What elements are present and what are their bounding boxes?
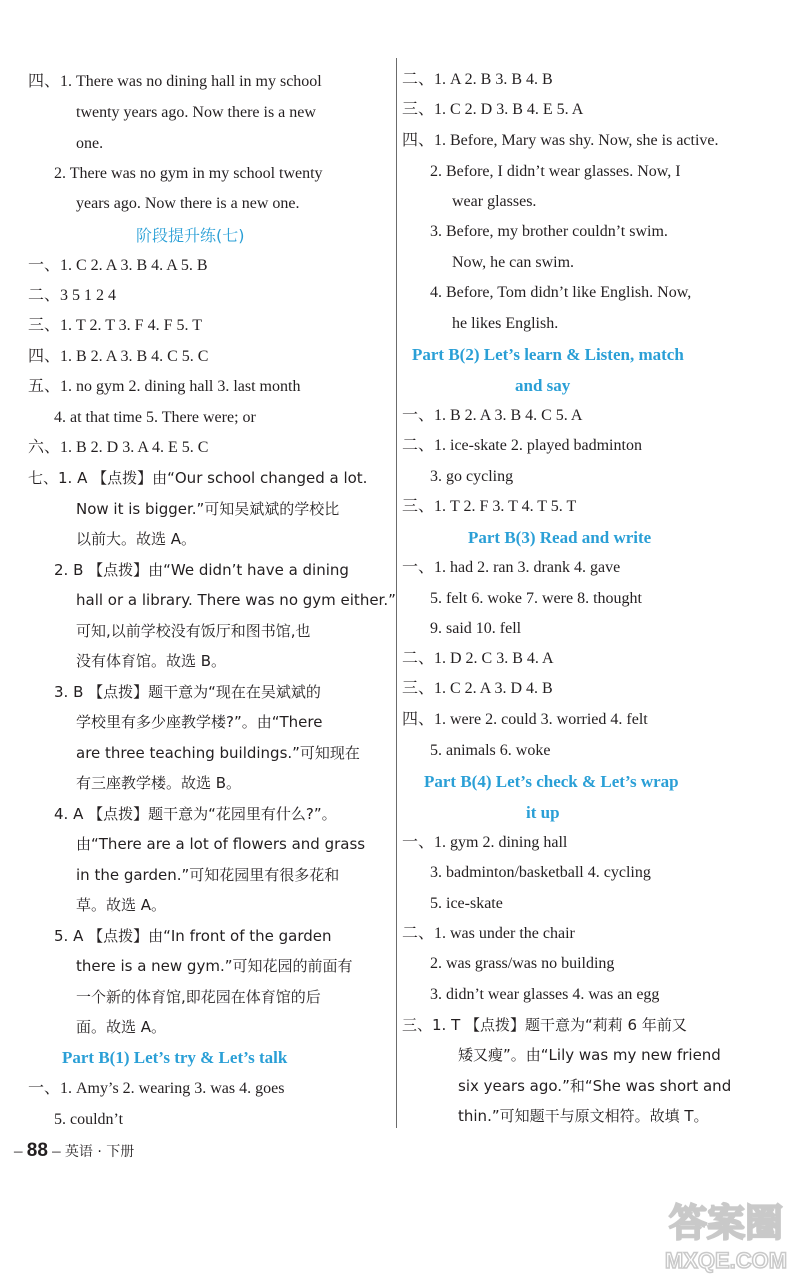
- part-b3-row1: 一、1. had 2. ran 3. drank 4. gave: [402, 559, 621, 576]
- part-b2-row1: 一、1. B 2. A 3. B 4. C 5. A: [402, 407, 583, 424]
- top-row-3-line2: 2. Before, I didn’t wear glasses. Now, I: [430, 163, 681, 180]
- q7-item4-line4: 草。故选 A。: [76, 896, 167, 914]
- q7-item5-line2: there is a new gym.”可知花园的前面有: [76, 957, 353, 975]
- q7-item4-line1: 4. A 【点拨】题干意为“花园里有什么?”。: [54, 805, 337, 823]
- watermark-logo: [656, 1190, 796, 1275]
- stage-row-6: 六、1. B 2. D 3. A 4. E 5. C: [28, 439, 209, 456]
- q7-item5-line1: 5. A 【点拨】由“In front of the garden: [54, 927, 332, 945]
- q7-item5-line4: 面。故选 A。: [76, 1018, 167, 1036]
- part-b3-row6: 四、1. were 2. could 3. worried 4. felt: [402, 711, 648, 728]
- stage-row-4: 四、1. B 2. A 3. B 4. C 5. C: [28, 348, 209, 365]
- part-b4-row3: 5. ice-skate: [430, 895, 503, 912]
- q4-item1-line2: twenty years ago. Now there is a new: [76, 104, 316, 121]
- stage-row-1: 一、1. C 2. A 3. B 4. A 5. B: [28, 257, 208, 274]
- q7-item2-line4: 没有体育馆。故选 B。: [76, 652, 227, 670]
- q7-item3-line1: 3. B 【点拨】题干意为“现在在吴斌斌的: [54, 683, 321, 701]
- q7-item3-line3: are three teaching buildings.”可知现在: [76, 744, 360, 762]
- top-row-3-line6: 4. Before, Tom didn’t like English. Now,: [430, 284, 692, 301]
- part-b4-title-line2: it up: [526, 803, 560, 822]
- q7-item2-line1: 2. B 【点拨】由“We didn’t have a dining: [54, 561, 349, 579]
- top-row-3-line7: he likes English.: [452, 315, 559, 332]
- part-b2-title-line1: Part B(2) Let’s learn & Listen, match: [412, 345, 684, 364]
- stage-row-5-line2: 4. at that time 5. There were; or: [54, 409, 256, 426]
- page-footer: [14, 1140, 134, 1162]
- q4-item2-line2: years ago. Now there is a new one.: [76, 195, 300, 212]
- part-b4-row1: 一、1. gym 2. dining hall: [402, 834, 568, 851]
- part-b2-title-line2: and say: [515, 376, 571, 395]
- footer-subject: 英语 · 下册: [64, 1144, 135, 1160]
- top-row-3-line1: 四、1. Before, Mary was shy. Now, she is active.: [402, 132, 719, 149]
- q7-item4-line2: 由“There are a lot of flowers and grass: [76, 835, 366, 853]
- svg-text:答案圈: 答案圈: [668, 1201, 784, 1245]
- part-b1-title: Part B(1) Let’s try & Let’s talk: [62, 1048, 288, 1067]
- part-b3-row5: 三、1. C 2. A 3. D 4. B: [402, 680, 553, 697]
- top-row-1: 二、1. A 2. B 3. B 4. B: [402, 71, 553, 88]
- page-number: 88: [26, 1140, 48, 1161]
- q7-item1-line3: 以前大。故选 A。: [76, 530, 197, 548]
- part-b4-row7-line3: six years ago.”和“She was short and: [458, 1077, 732, 1095]
- q7-item1-line2: Now it is bigger.”可知吴斌斌的学校比: [76, 500, 340, 518]
- part-b2-row4: 三、1. T 2. F 3. T 4. T 5. T: [402, 498, 577, 515]
- stage-practice-title: 阶段提升练(七): [136, 226, 245, 245]
- top-row-3-line4: 3. Before, my brother couldn’t swim.: [430, 223, 668, 240]
- stage-row-2: 二、3 5 1 2 4: [28, 287, 117, 304]
- q7-item3-line2: 学校里有多少座教学楼?”。由“There: [76, 713, 323, 731]
- part-b4-row5: 2. was grass/was no building: [430, 955, 615, 972]
- column-divider: [396, 58, 397, 1128]
- part-b4-row7-line1: 三、1. T 【点拨】题干意为“莉莉 6 年前又: [402, 1016, 687, 1034]
- part-b3-row7: 5. animals 6. woke: [430, 742, 551, 759]
- q7-item1-line1: 七、1. A 【点拨】由“Our school changed a lot.: [28, 469, 368, 487]
- q4-item1-line1: 四、1. There was no dining hall in my school: [28, 73, 322, 90]
- part-b4-row4: 二、1. was under the chair: [402, 925, 575, 942]
- part-b3-title: Part B(3) Read and write: [468, 528, 652, 547]
- top-row-3-line3: wear glasses.: [452, 193, 537, 210]
- part-b3-row4: 二、1. D 2. C 3. B 4. A: [402, 650, 554, 667]
- footer-dash-right: –: [52, 1141, 61, 1160]
- q7-item2-line2: hall or a library. There was no gym either.”: [76, 591, 396, 609]
- stage-row-5-line1: 五、1. no gym 2. dining hall 3. last month: [28, 378, 301, 395]
- top-row-2: 三、1. C 2. D 3. B 4. E 5. A: [402, 101, 584, 118]
- q7-item2-line3: 可知,以前学校没有饭厅和图书馆,也: [76, 622, 311, 640]
- q7-item3-line4: 有三座教学楼。故选 B。: [76, 774, 242, 792]
- q7-item5-line3: 一个新的体育馆,即花园在体育馆的后: [76, 988, 321, 1006]
- q7-item4-line3: in the garden.”可知花园里有很多花和: [76, 866, 340, 884]
- part-b2-row3: 3. go cycling: [430, 468, 514, 485]
- part-b4-row7-line4: thin.”可知题干与原文相符。故填 T。: [458, 1107, 709, 1125]
- part-b4-row7-line2: 矮又瘦”。由“Lily was my new friend: [458, 1046, 721, 1064]
- footer-dash-left: –: [14, 1141, 23, 1160]
- part-b2-row2: 二、1. ice-skate 2. played badminton: [402, 437, 642, 454]
- part-b4-row2: 3. badminton/basketball 4. cycling: [430, 864, 651, 881]
- part-b1-row2: 5. couldn’t: [54, 1111, 124, 1128]
- part-b4-row6: 3. didn’t wear glasses 4. was an egg: [430, 986, 660, 1003]
- q4-item1-line3: one.: [76, 135, 104, 152]
- svg-text:MXQE.COM: MXQE.COM: [664, 1248, 788, 1273]
- part-b4-title-line1: Part B(4) Let’s check & Let’s wrap: [424, 772, 679, 791]
- stage-row-3: 三、1. T 2. T 3. F 4. F 5. T: [28, 317, 202, 334]
- part-b3-row2: 5. felt 6. woke 7. were 8. thought: [430, 590, 642, 607]
- part-b3-row3: 9. said 10. fell: [430, 620, 522, 637]
- q4-item2-line1: 2. There was no gym in my school twenty: [54, 165, 323, 182]
- top-row-3-line5: Now, he can swim.: [452, 254, 575, 271]
- part-b1-row1: 一、1. Amy’s 2. wearing 3. was 4. goes: [28, 1080, 285, 1097]
